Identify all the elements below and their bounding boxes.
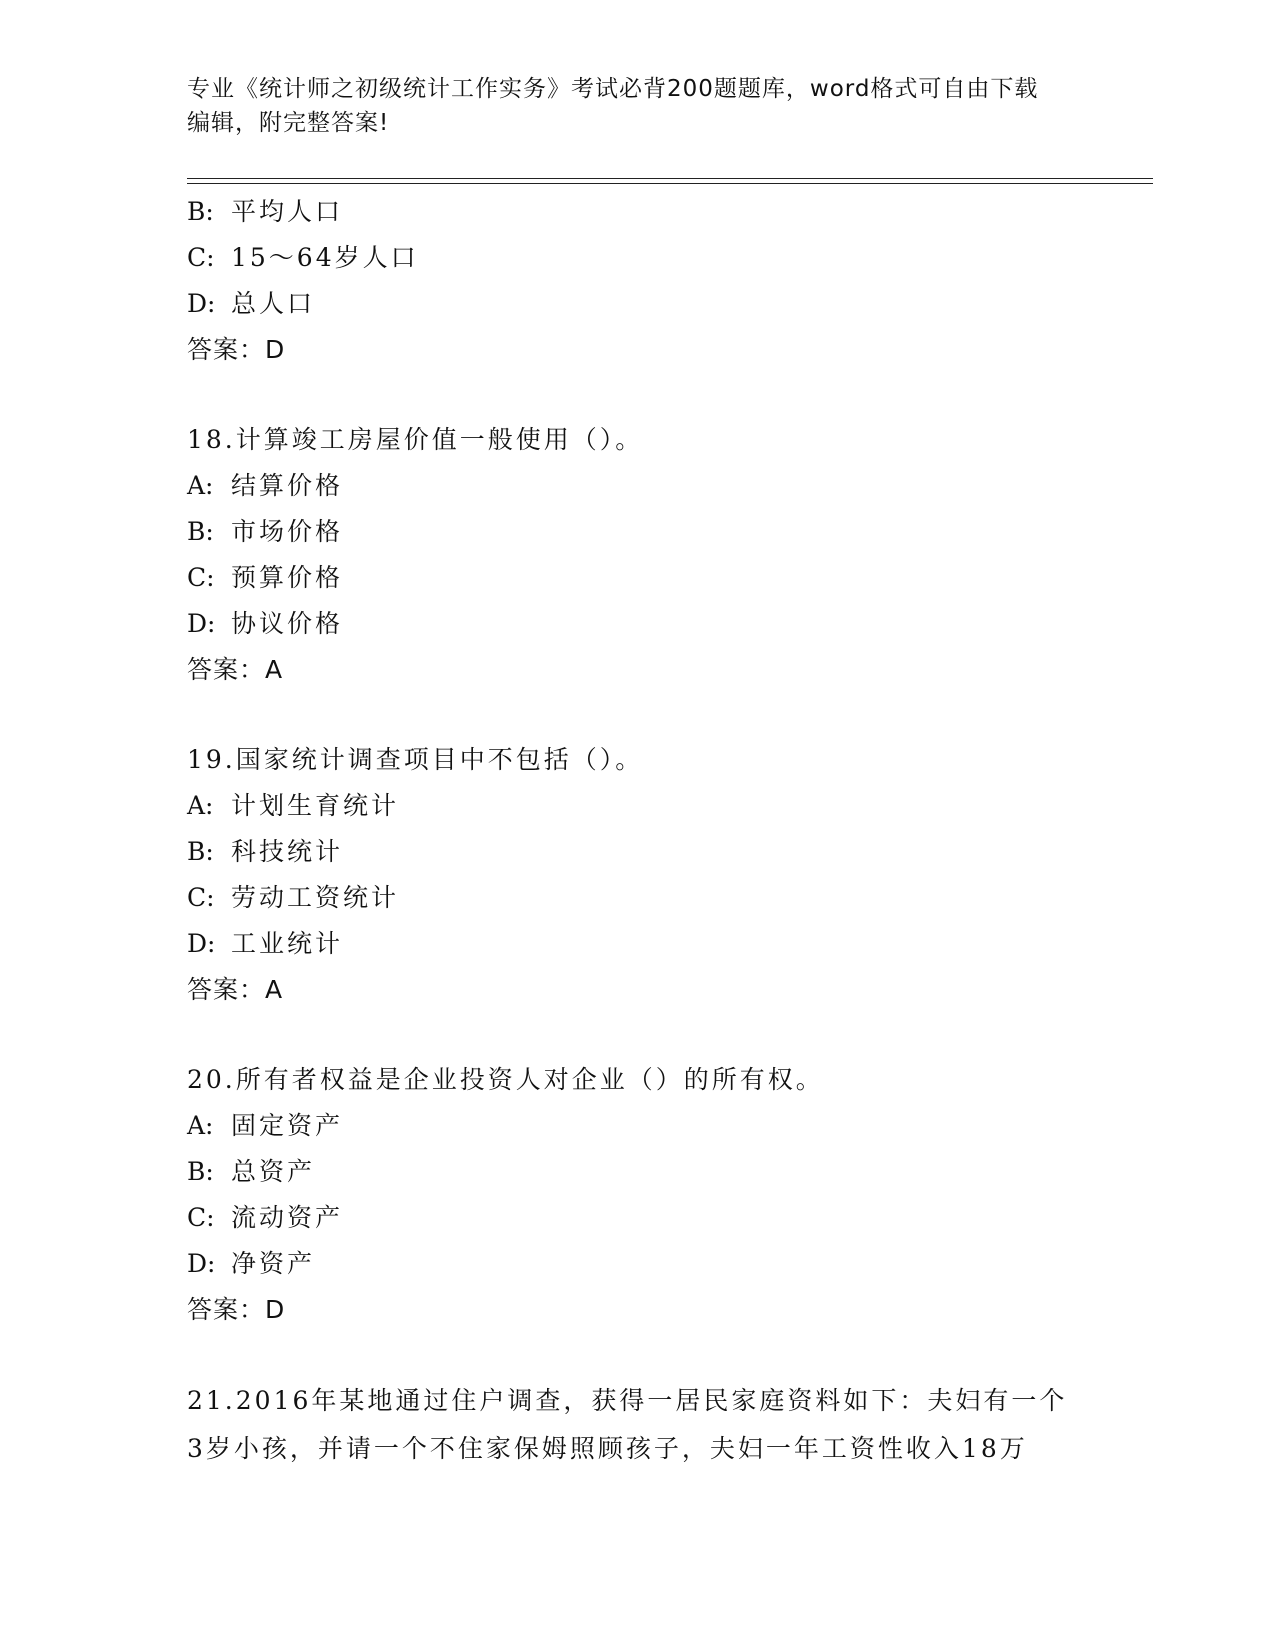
question-21-text-line-2: 3岁小孩，并请一个不住家保姆照顾孩子，夫妇一年工资性收入18万 xyxy=(187,1434,1028,1463)
option-text: 计划生育统计 xyxy=(231,791,400,820)
spacer xyxy=(187,1013,1147,1057)
option-letter: C: xyxy=(187,563,215,592)
option-text: 总人口 xyxy=(231,289,316,318)
option-letter: D: xyxy=(187,609,216,638)
option-text: 总资产 xyxy=(231,1157,316,1186)
option-text: 市场价格 xyxy=(231,517,344,546)
option-c xyxy=(187,875,1147,921)
question-content xyxy=(187,189,1147,1473)
spacer xyxy=(187,373,1147,417)
option-d xyxy=(187,281,1147,327)
option-b xyxy=(187,189,1147,235)
option-letter: B: xyxy=(187,197,214,226)
answer-line: 答案：A xyxy=(187,655,284,684)
header-divider-top xyxy=(187,178,1153,179)
question-21-text-line-1: 21.2016年某地通过住户调查，获得一居民家庭资料如下：夫妇有一个 xyxy=(187,1386,1068,1415)
option-d xyxy=(187,1241,1147,1287)
answer-line: 答案：D xyxy=(187,1295,286,1324)
option-text: 净资产 xyxy=(231,1249,316,1278)
option-c xyxy=(187,1195,1147,1241)
option-b xyxy=(187,1149,1147,1195)
option-letter: C: xyxy=(187,1203,215,1232)
option-d xyxy=(187,601,1147,647)
answer-line: 答案：D xyxy=(187,335,286,364)
option-text: 平均人口 xyxy=(231,197,344,226)
option-text: 劳动工资统计 xyxy=(231,883,400,912)
option-letter: C: xyxy=(187,243,215,272)
option-a xyxy=(187,783,1147,829)
spacer xyxy=(187,693,1147,737)
option-text: 预算价格 xyxy=(231,563,344,592)
option-text: 科技统计 xyxy=(231,837,344,866)
question-19-text: 19.国家统计调查项目中不包括（）。 xyxy=(187,745,644,774)
option-text: 固定资产 xyxy=(231,1111,344,1140)
header-line-2: 编辑，附完整答案! xyxy=(187,110,390,136)
option-b xyxy=(187,829,1147,875)
option-letter: A: xyxy=(187,791,214,820)
option-b xyxy=(187,509,1147,555)
option-text: 协议价格 xyxy=(231,609,344,638)
answer-line: 答案：A xyxy=(187,975,284,1004)
option-a xyxy=(187,1103,1147,1149)
option-text: 15～64岁人口 xyxy=(231,243,419,272)
spacer xyxy=(187,1333,1147,1377)
option-letter: B: xyxy=(187,837,214,866)
option-c xyxy=(187,235,1147,281)
header-line-1: 专业《统计师之初级统计工作实务》考试必背200题题库，word格式可自由下载 xyxy=(187,76,1039,102)
option-letter: D: xyxy=(187,1249,216,1278)
option-letter: D: xyxy=(187,289,216,318)
option-d xyxy=(187,921,1147,967)
option-letter: A: xyxy=(187,471,214,500)
option-letter: A: xyxy=(187,1111,214,1140)
document-header xyxy=(187,72,1087,140)
question-18-text: 18.计算竣工房屋价值一般使用（）。 xyxy=(187,425,644,454)
question-20-text: 20.所有者权益是企业投资人对企业（）的所有权。 xyxy=(187,1065,824,1094)
option-a xyxy=(187,463,1147,509)
option-text: 工业统计 xyxy=(231,929,344,958)
header-divider-bottom xyxy=(187,183,1153,184)
option-letter: D: xyxy=(187,929,216,958)
option-text: 流动资产 xyxy=(231,1203,344,1232)
option-letter: B: xyxy=(187,517,214,546)
option-letter: B: xyxy=(187,1157,214,1186)
option-text: 结算价格 xyxy=(231,471,344,500)
option-c xyxy=(187,555,1147,601)
option-letter: C: xyxy=(187,883,215,912)
